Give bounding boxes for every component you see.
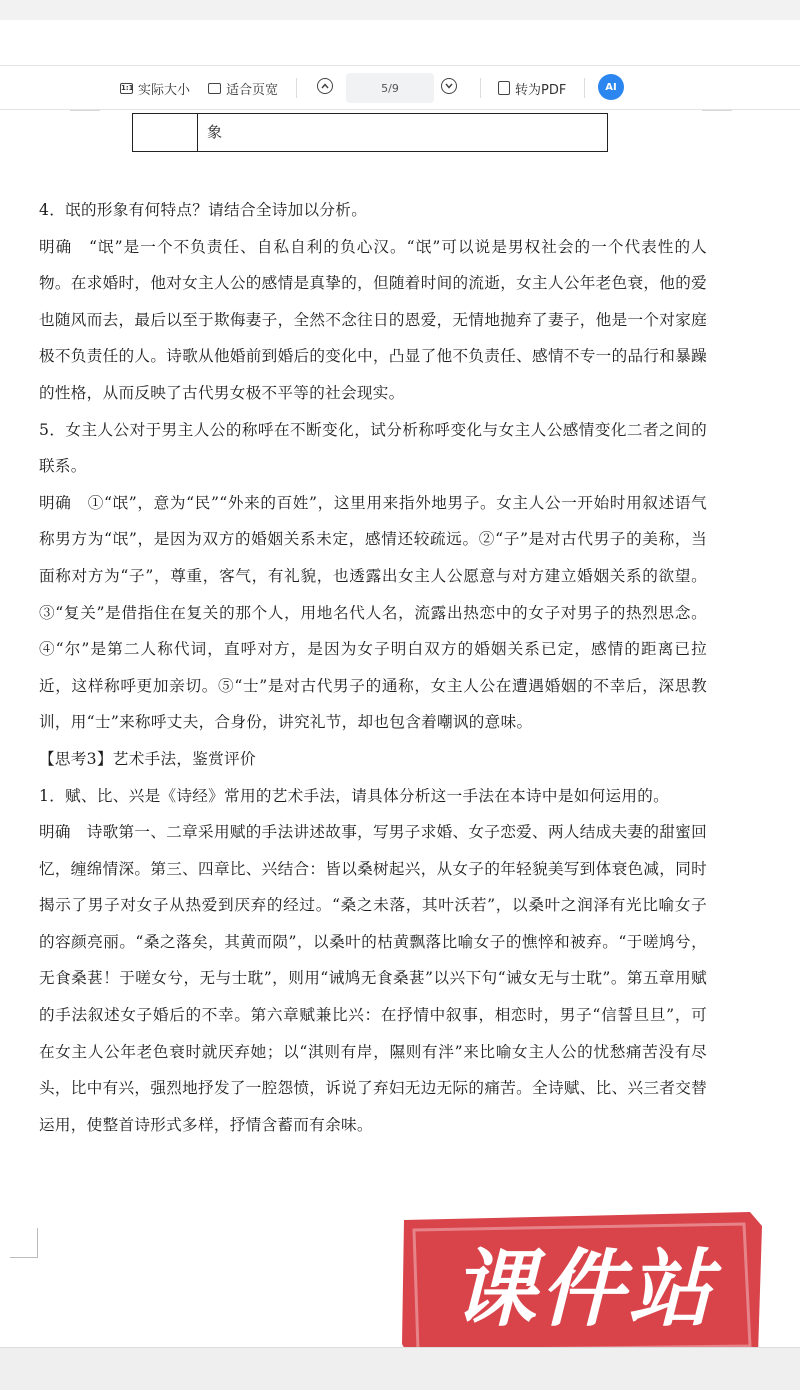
page-corner-mark	[10, 1228, 38, 1258]
ai-icon: AI	[605, 81, 617, 93]
convert-to-pdf-label: 转为PDF	[515, 82, 567, 98]
document-body	[39, 192, 707, 1143]
toolbar-divider	[480, 78, 481, 98]
fit-width-button[interactable]	[208, 78, 278, 98]
answer-5: 明确 ①“氓”，意为“民”“外来的百姓”，这里用来指外地男子。女主人公一开始时用叙述语气称男方为“氓”，是因为双方的婚姻关系未定，感情还较疏远。②“子”是对古代男子的美称，当面称对方为“子”，尊重，客气，有礼貌，也透露出女主人公愿意与对方建立婚姻关系的欲望。③“复关”是借指住在复关的那个人，用地名代人名，流露出热恋中的女子对男子的热烈思念。④“尔”是第二人称代词，直呼对方，是因为女子明白双方的婚姻关系已定，感情的距离已拉近，这样称呼更加亲切。⑤“士”是对古代男子的通称，女主人公在遭遇婚姻的不幸后，深思教训，用“士”来称呼丈夫，合身份，讲究礼节，却也包含着嘲讽的意味。	[39, 493, 707, 732]
toolbar-divider	[584, 78, 585, 98]
actual-size-icon: 1:1	[121, 83, 134, 92]
chevron-up-icon	[321, 83, 329, 89]
page-edge-mark	[702, 110, 732, 111]
answer-1: 明确 诗歌第一、二章采用赋的手法讲述故事，写男子求婚、女子恋爱、两人结成夫妻的甜蜜回忆，缠绵情深。第三、四章比、兴结合：皆以桑树起兴，从女子的年轻貌美写到体衰色减，同时揭示了男子对女子从热爱到厌弃的经过。“桑之未落，其叶沃若”，以桑叶之润泽有光比喻女子的容颜亮丽。“桑之落矣，其黄而陨”，以桑叶的枯黄飘落比喻女子的憔悴和被弃。“于嗟鸠兮，无食桑葚！于嗟女兮，无与士耽”，则用“诫鸠无食桑葚”以兴下句“诫女无与士耽”。第五章用赋的手法叙述女子婚后的不幸。第六章赋兼比兴：在抒情中叙事，相恋时，男子“信誓旦旦”，可在女主人公年老色衰时就厌弃她；以“淇则有岸，隰则有泮”来比喻女主人公的忧愁痛苦没有尽头，比中有兴，强烈地抒发了一腔怨愤，诉说了弃妇无边无际的痛苦。全诗赋、比、兴三者交替运用，使整首诗形式多样，抒情含蓄而有余味。	[39, 823, 707, 1134]
ai-assistant-button[interactable]	[598, 74, 624, 100]
viewer-bottom-bar	[0, 1347, 800, 1390]
actual-size-label: 实际大小	[138, 82, 191, 98]
section-heading: 【思考3】艺术手法，鉴赏评价	[39, 749, 256, 768]
answer-4: 明确 “氓”是一个不负责任、自私自利的负心汉。“氓”可以说是男权社会的一个代表性的人物。在求婚时，他对女主人公的感情是真挚的，但随着时间的流逝，女主人公年老色衰，他的爱也随风而去，最后以至于欺侮妻子，全然不念往日的恩爱，无情地抛弃了妻子，他是一个对家庭极不负责任的人。诗歌从他婚前到婚后的变化中，凸显了他不负责任、感情不专一的品行和暴躁的性格，从而反映了古代男女极不平等的社会现实。	[39, 237, 707, 402]
page-indicator[interactable]	[346, 73, 434, 103]
question-4: 4．氓的形象有何特点？请结合全诗加以分析。	[39, 201, 368, 219]
pdf-icon	[498, 81, 510, 95]
page-edge-mark	[70, 110, 100, 111]
table-fragment	[132, 113, 608, 152]
question-1: 1．赋、比、兴是《诗经》常用的艺术手法，请具体分析这一手法在本诗中是如何运用的。	[39, 786, 670, 805]
table-cell: 象	[207, 123, 223, 141]
fit-width-icon	[208, 83, 221, 94]
page-indicator-text: 5/9	[381, 81, 399, 95]
actual-size-button[interactable]	[120, 78, 190, 98]
document-toolbar	[0, 66, 800, 110]
chevron-down-icon	[445, 83, 453, 89]
question-5: 5．女主人公对于男主人公的称呼在不断变化，试分析称呼变化与女主人公感情变化二者之间的联系。	[39, 420, 707, 476]
watermark-stamp	[398, 1206, 768, 1366]
svg-text:课件站: 课件站	[451, 1240, 717, 1338]
watermark-logo	[398, 1206, 768, 1366]
next-page-button[interactable]	[441, 78, 457, 94]
fit-width-label: 适合页宽	[226, 82, 279, 98]
table-cell-empty	[133, 114, 198, 151]
convert-to-pdf-button[interactable]	[498, 78, 566, 98]
toolbar-divider	[296, 78, 297, 98]
system-top-bar	[0, 0, 800, 20]
previous-page-button[interactable]	[317, 78, 333, 94]
viewer-header	[0, 20, 800, 66]
